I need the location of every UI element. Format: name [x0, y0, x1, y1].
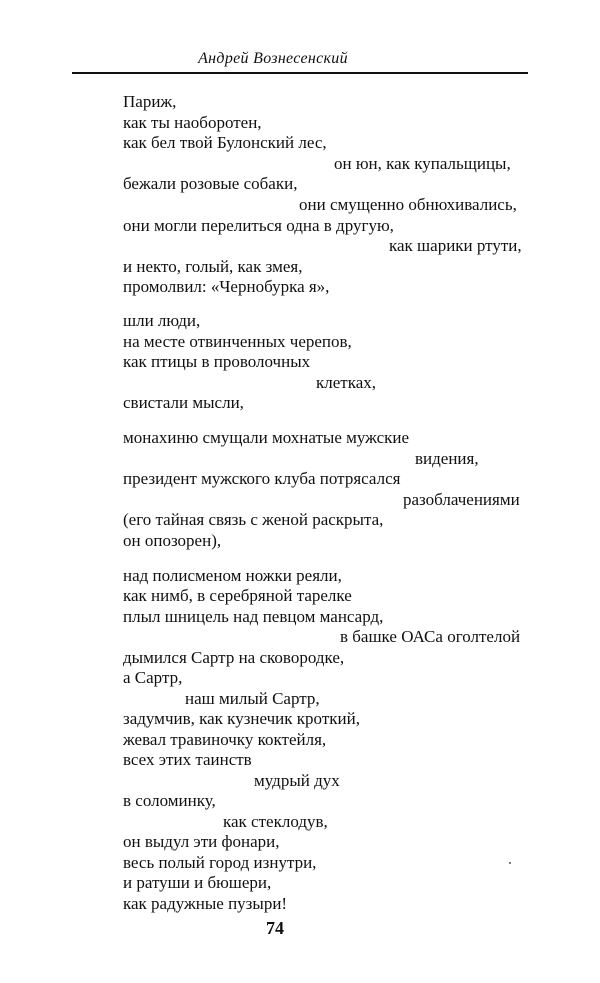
poem-line: они смущенно обнюхивались,: [299, 195, 517, 214]
poem-line: шли люди,: [123, 311, 201, 330]
page-number: 74: [266, 918, 284, 938]
poem-line: дымился Сартр на сковородке,: [123, 648, 345, 667]
poem-line: жевал травиночку коктейля,: [123, 730, 327, 749]
poem-line: Париж,: [123, 92, 177, 111]
poem-line: они могли перелиться одна в другую,: [123, 216, 394, 235]
poem-line: клетках,: [316, 373, 377, 392]
poem-line: свистали мысли,: [123, 393, 244, 412]
poem-line: (его тайная связь с женой раскрыта,: [123, 510, 384, 529]
poem-line: он юн, как купальщицы,: [334, 154, 511, 173]
poem-line: наш милый Сартр,: [185, 689, 320, 708]
poem-line: как нимб, в серебряной тарелке: [123, 586, 352, 605]
scan-speck: [509, 862, 511, 864]
poem-line: разоблачениями: [403, 490, 520, 509]
poem-line: в башке ОАСа оголтелой: [340, 627, 521, 646]
poem-line: мудрый дух: [254, 771, 340, 790]
poem-line: в соломинку,: [123, 791, 216, 810]
poem-line: а Сартр,: [123, 668, 183, 687]
poem-line: монахиню смущали мохнатые мужские: [123, 428, 410, 447]
poem-line: видения,: [415, 449, 479, 468]
poem-line: промолвил: «Чернобурка я»,: [123, 277, 330, 296]
poem-line: и некто, голый, как змея,: [123, 257, 303, 276]
poem-line: как ты наоборотен,: [123, 113, 262, 132]
poem-line: он опозорен),: [123, 531, 222, 550]
poem-line: президент мужского клуба потрясался: [123, 469, 401, 488]
poem-line: как радужные пузыри!: [123, 894, 288, 913]
header-rule: [72, 72, 528, 74]
poem-line: и ратуши и бюшери,: [123, 873, 272, 892]
poem-line: весь полый город изнутри,: [123, 853, 317, 872]
poem-line: над полисменом ножки реяли,: [123, 566, 342, 585]
poem-line: плыл шницель над певцом мансард,: [123, 607, 384, 626]
running-header-author: Андрей Вознесенский: [198, 50, 348, 67]
poem-line: всех этих таинств: [123, 750, 252, 769]
poem-line: задумчив, как кузнечик кроткий,: [123, 709, 360, 728]
poem-line: он выдул эти фонари,: [123, 832, 280, 851]
poem-line: как шарики ртути,: [389, 236, 522, 255]
poem-line: как стеклодув,: [223, 812, 328, 831]
poem-line: на месте отвинченных черепов,: [123, 332, 352, 351]
poem-line: как птицы в проволочных: [123, 352, 311, 371]
poem-line: как бел твой Булонский лес,: [123, 133, 327, 152]
poem-line: бежали розовые собаки,: [123, 174, 298, 193]
